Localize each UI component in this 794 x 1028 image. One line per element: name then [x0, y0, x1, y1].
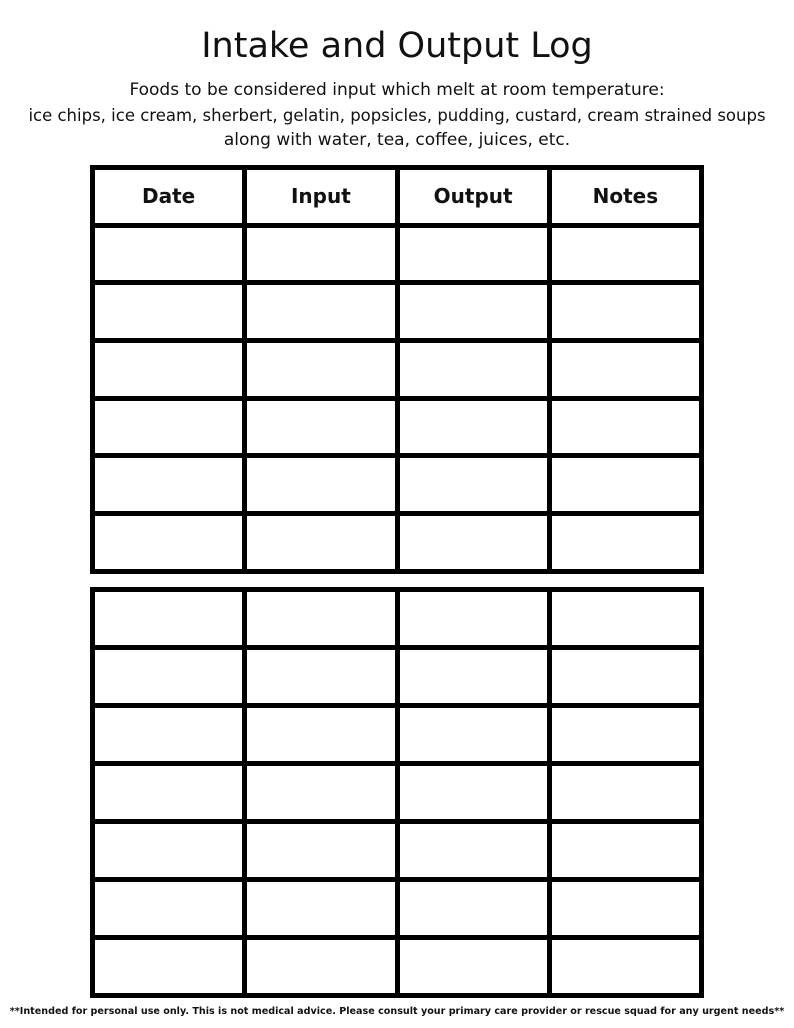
output-cell[interactable]: [397, 822, 549, 880]
output-cell[interactable]: [397, 648, 549, 706]
notes-cell[interactable]: [549, 283, 701, 341]
table-row: [93, 706, 702, 764]
date-cell[interactable]: [93, 283, 245, 341]
output-cell[interactable]: [397, 398, 549, 456]
table-row: [93, 225, 702, 283]
input-cell[interactable]: [245, 764, 397, 822]
table-row: [93, 764, 702, 822]
table-row: [93, 514, 702, 572]
notes-cell[interactable]: [549, 880, 701, 938]
output-cell[interactable]: [397, 590, 549, 648]
input-cell[interactable]: [245, 514, 397, 572]
notes-cell[interactable]: [549, 822, 701, 880]
output-cell[interactable]: [397, 938, 549, 996]
table-row: [93, 590, 702, 648]
input-cell[interactable]: [245, 398, 397, 456]
header-notes: Notes: [549, 168, 701, 226]
output-cell[interactable]: [397, 514, 549, 572]
notes-cell[interactable]: [549, 456, 701, 514]
date-cell[interactable]: [93, 514, 245, 572]
table-row: [93, 456, 702, 514]
table-row: [93, 341, 702, 399]
date-cell[interactable]: [93, 398, 245, 456]
date-cell[interactable]: [93, 880, 245, 938]
output-cell[interactable]: [397, 880, 549, 938]
output-cell[interactable]: [397, 456, 549, 514]
date-cell[interactable]: [93, 341, 245, 399]
date-cell[interactable]: [93, 590, 245, 648]
notes-cell[interactable]: [549, 590, 701, 648]
output-cell[interactable]: [397, 283, 549, 341]
date-cell[interactable]: [93, 456, 245, 514]
input-cell[interactable]: [245, 938, 397, 996]
notes-cell[interactable]: [549, 341, 701, 399]
input-cell[interactable]: [245, 822, 397, 880]
log-table-1: [90, 165, 704, 574]
date-cell[interactable]: [93, 764, 245, 822]
date-cell[interactable]: [93, 225, 245, 283]
log-table-2: [90, 587, 704, 998]
intro-line-1: Foods to be considered input which melt at room temperature:: [129, 80, 665, 100]
page-title: Intake and Output Log: [201, 26, 593, 66]
table-row: [93, 880, 702, 938]
header-date: Date: [93, 168, 245, 226]
header-output: Output: [397, 168, 549, 226]
notes-cell[interactable]: [549, 225, 701, 283]
date-cell[interactable]: [93, 706, 245, 764]
input-cell[interactable]: [245, 341, 397, 399]
notes-cell[interactable]: [549, 938, 701, 996]
input-cell[interactable]: [245, 590, 397, 648]
input-cell[interactable]: [245, 225, 397, 283]
intro-line-3: along with water, tea, coffee, juices, etc.: [223, 130, 571, 150]
intro-line-2: ice chips, ice cream, sherbert, gelatin, popsicles, pudding, custard, cream strained soups: [28, 106, 766, 125]
input-cell[interactable]: [245, 648, 397, 706]
table-row: [93, 283, 702, 341]
output-cell[interactable]: [397, 706, 549, 764]
output-cell[interactable]: [397, 341, 549, 399]
notes-cell[interactable]: [549, 764, 701, 822]
notes-cell[interactable]: [549, 514, 701, 572]
header-input: Input: [245, 168, 397, 226]
disclaimer-footer: **Intended for personal use only. This is not medical advice. Please consult your primary care provider or rescue squad for any urgent needs**: [9, 1006, 785, 1017]
notes-cell[interactable]: [549, 648, 701, 706]
table-row: [93, 822, 702, 880]
input-cell[interactable]: [245, 706, 397, 764]
table-row: [93, 938, 702, 996]
notes-cell[interactable]: [549, 398, 701, 456]
input-cell[interactable]: [245, 456, 397, 514]
output-cell[interactable]: [397, 225, 549, 283]
table-header-row: [93, 168, 702, 226]
input-cell[interactable]: [245, 880, 397, 938]
date-cell[interactable]: [93, 648, 245, 706]
notes-cell[interactable]: [549, 706, 701, 764]
date-cell[interactable]: [93, 822, 245, 880]
date-cell[interactable]: [93, 938, 245, 996]
input-cell[interactable]: [245, 283, 397, 341]
output-cell[interactable]: [397, 764, 549, 822]
table-row: [93, 398, 702, 456]
table-row: [93, 648, 702, 706]
